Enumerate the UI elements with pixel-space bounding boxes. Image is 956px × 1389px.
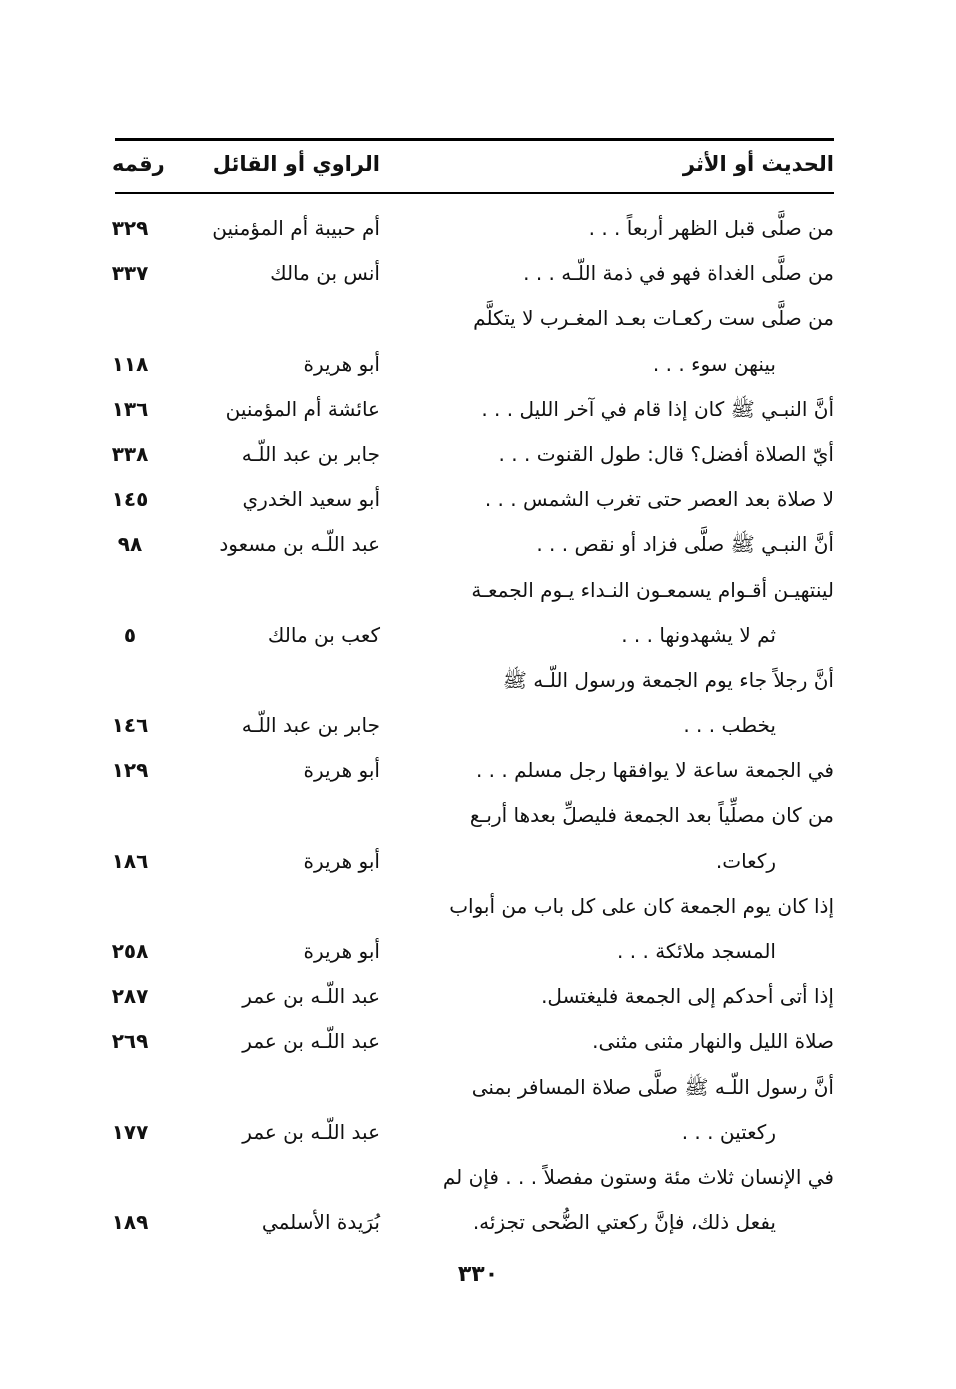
hadith-number [100,658,160,703]
hadith-number: ٢٦٩ [111,1029,149,1054]
hadith-text: يفعل ذلك، فإنَّ ركعتي الضُّحى تجزئه. [472,1210,776,1235]
header-narrator-column: الراوي أو القائل [212,152,380,176]
hadith-number [100,568,160,613]
hadith-number: ١٧٧ [111,1119,149,1144]
header-number-column: رقمه [112,152,165,176]
page-number: ٣٣٠ [457,1262,499,1287]
table-row [0,432,956,477]
hadith-number: ١٣٦ [111,396,149,421]
hadith-number: ٢٥٨ [111,939,149,963]
hadith-number: ١٨٩ [111,1210,149,1235]
hadith-number: ٢٨٧ [111,984,149,1009]
table-row [0,1065,956,1110]
hadith-number [100,1065,160,1110]
table-row [0,1200,956,1245]
narrator-name: جابر بن عبد اللّـه [241,713,380,738]
hadith-text: ثم لا يشهدونها . . . [621,622,776,647]
table-row [0,342,956,387]
hadith-text: لينتهيـن أقـوام يسمعـون النـداء يـوم الجمعـة [471,577,834,602]
narrator-name: جابر بن عبد اللّـه [241,441,380,466]
hadith-text: في الإنسان ثلاث مئة وستون مفصلاً . . . فإن لم [442,1164,834,1189]
hadith-text: من صلَّى الغداة فهو في ذمة اللّـه . . . [523,261,834,286]
table-row [0,206,956,251]
table-row [0,974,956,1019]
hadith-text: لا صلاة بعد العصر حتى تغرب الشمس . . . [484,487,834,512]
narrator-name: عبد اللّـه بن عمر [242,1119,380,1144]
table-row [0,839,956,884]
table-row [0,703,956,748]
hadith-text: من صلَّى قبل الظهر أربعاً . . . [588,216,834,240]
hadith-number: ٣٣٨ [111,441,149,466]
table-row [0,658,956,703]
hadith-text: يخطب . . . [683,713,776,738]
hadith-number [100,1155,160,1200]
index-table-body [0,206,956,1245]
table-row [0,568,956,613]
narrator-name: عبد اللّـه بن مسعود [219,532,380,557]
header-hadith-column: الحديث أو الأثر [682,152,834,176]
narrator-name: عبد اللّـه بن عمر [242,1029,380,1054]
table-row [0,613,956,658]
hadith-number: ١٤٦ [111,713,149,738]
hadith-text: من كان مصلِّياً بعد الجمعة فليصلِّ بعدها أربـع [469,803,834,828]
hadith-text: ركعات. [715,848,776,873]
hadith-number: ٩٨ [117,532,143,557]
table-row [0,251,956,296]
hadith-text: إذا أتى أحدكم إلى الجمعة فليغتسل. [541,984,834,1009]
table-row [0,522,956,567]
header-top-rule [115,138,834,141]
table-row [0,477,956,522]
narrator-name: أبو هريرة [303,758,380,783]
narrator-name: أبو هريرة [303,939,380,963]
narrator-name: كعب بن مالك [267,622,380,647]
table-row [0,793,956,838]
narrator-name: عبد اللّـه بن عمر [242,984,380,1009]
hadith-number: ١٢٩ [111,758,149,783]
hadith-number: ٥ [123,622,137,647]
hadith-text: ركعتين . . . [681,1119,776,1144]
hadith-number: ١٨٦ [111,848,149,873]
hadith-number [100,793,160,838]
hadith-text: في الجمعة ساعة لا يوافقها رجل مسلم . . . [475,758,834,783]
table-row [0,296,956,341]
hadith-text: أنَّ النبـي ﷺ كان إذا قام في آخر الليل . . . [481,396,834,421]
hadith-number [100,296,160,341]
table-row [0,929,956,974]
narrator-name: أنس بن مالك [270,261,380,286]
hadith-text: إذا كان يوم الجمعة كان على كل باب من أبواب [449,893,834,918]
hadith-text: أنَّ رسول اللّـه ﷺ صلَّى صلاة المسافر بمنى [471,1074,834,1099]
hadith-text: بينهن سوء . . . [652,351,776,376]
table-row [0,884,956,929]
hadith-number: ٣٢٩ [111,216,149,240]
table-row [0,1110,956,1155]
hadith-number: ١١٨ [111,351,149,376]
narrator-name: أم حبيبة أم المؤمنين [212,216,380,240]
hadith-text: أيّ الصلاة أفضل؟ قال: طول القنوت . . . [498,441,834,466]
hadith-text: صلاة الليل والنهار مثنى مثنى. [592,1029,834,1054]
hadith-text: المسجد ملائكة . . . [617,939,776,963]
hadith-text: أنَّ رجلاً جاء يوم الجمعة ورسول اللّـه ﷺ [502,667,834,692]
narrator-name: بُرَيدة الأسلمي [261,1210,380,1235]
table-row [0,1155,956,1200]
hadith-text: من صلَّى ست ركعـات بعـد المغـرب لا يتكلَّم [473,306,834,331]
hadith-number: ١٤٥ [111,487,149,512]
narrator-name: أبو سعيد الخدري [242,487,380,512]
header-bottom-rule [115,192,834,194]
table-row [0,1019,956,1064]
hadith-number: ٣٣٧ [111,261,149,286]
narrator-name: أبو هريرة [303,848,380,873]
table-row [0,387,956,432]
narrator-name: عائشة أم المؤمنين [225,396,380,421]
narrator-name: أبو هريرة [303,351,380,376]
table-row [0,748,956,793]
hadith-text: أنَّ النبـي ﷺ صلَّى فزاد أو نقص . . . [536,532,834,557]
hadith-number [100,884,160,929]
